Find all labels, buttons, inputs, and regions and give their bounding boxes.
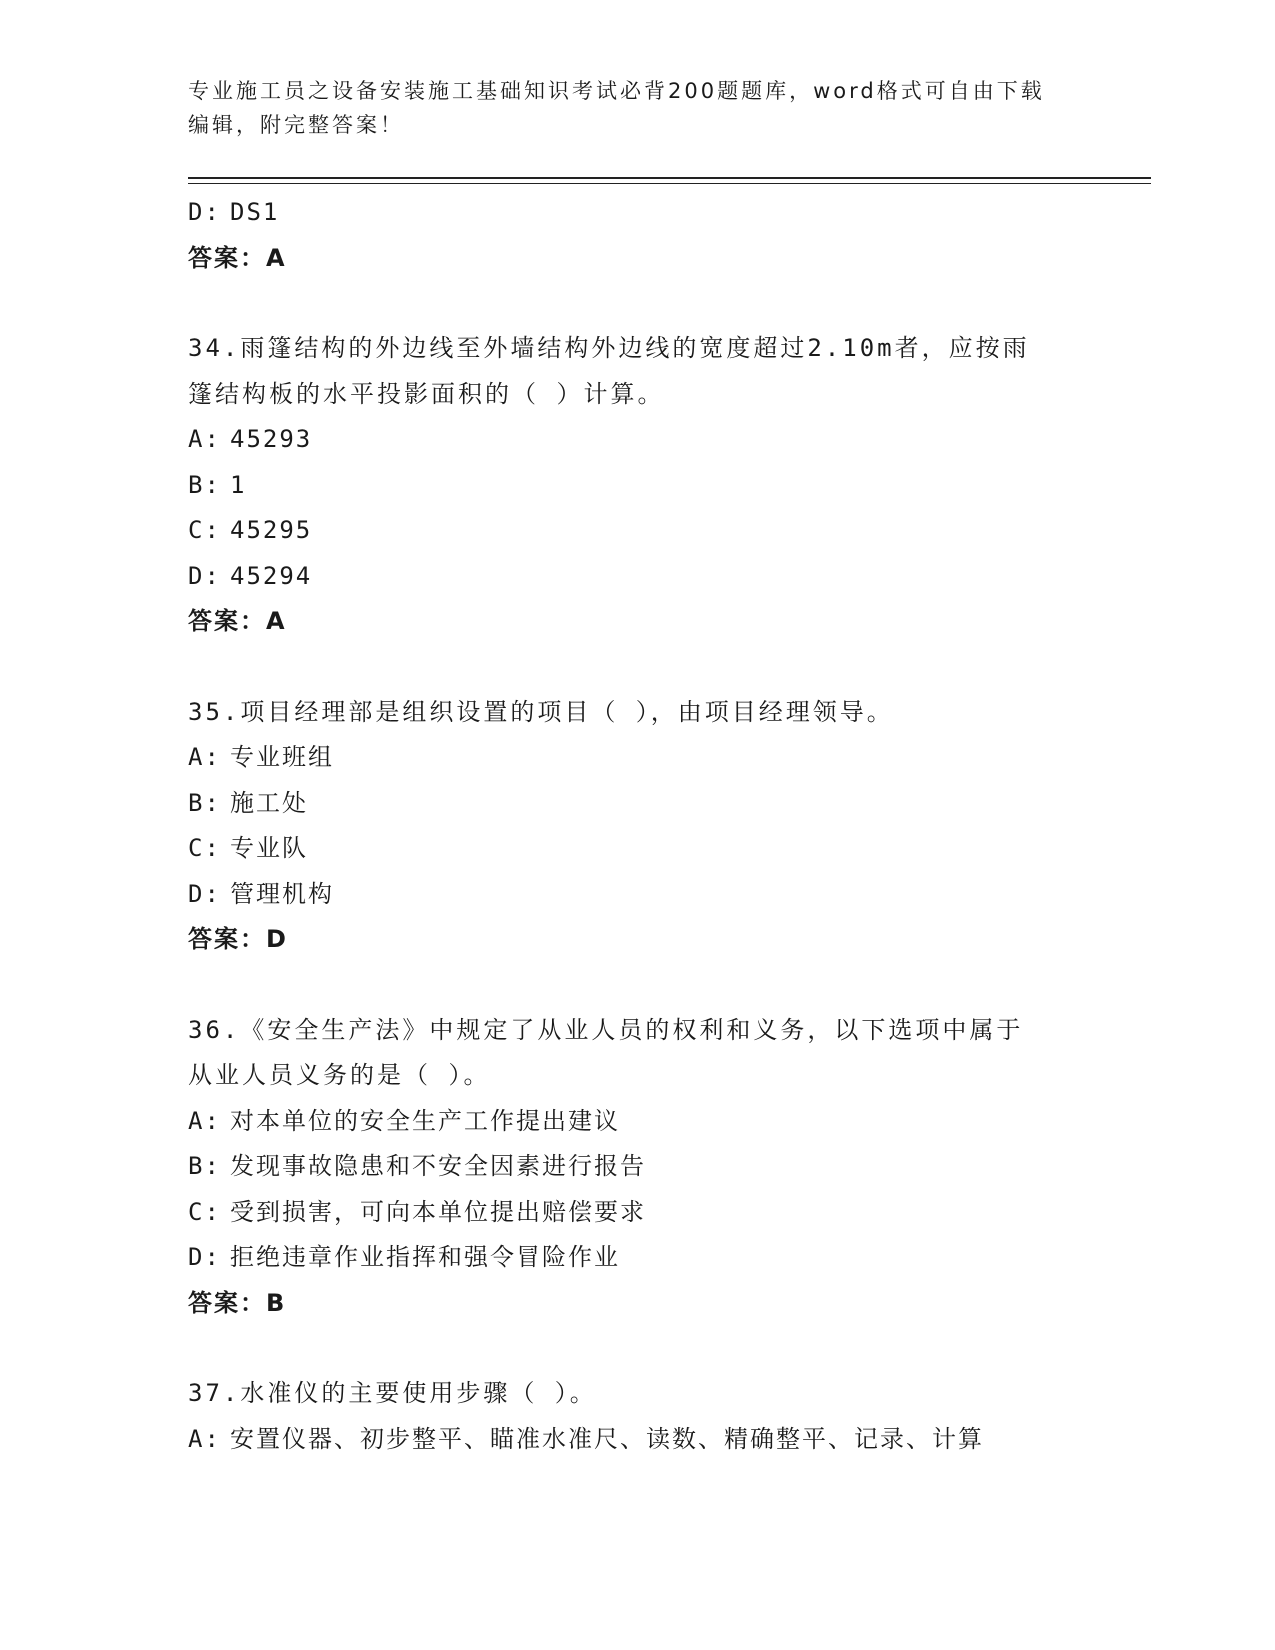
document-header: [188, 74, 1088, 142]
question-text-line-2: 从业人员义务的是（ ）。: [188, 1061, 491, 1089]
option-text: 管理机构: [230, 879, 334, 908]
option-text: 45293: [230, 425, 313, 453]
option-a: [188, 417, 1108, 463]
option-letter: D:: [188, 879, 221, 908]
question-35: [188, 690, 1108, 736]
option-letter: D:: [188, 561, 221, 590]
answer-line: 答案：A: [188, 607, 287, 635]
option-letter: D:: [188, 198, 221, 226]
option-letter: C:: [188, 834, 221, 862]
question-text-line-1: 35.项目经理部是组织设置的项目（ ），由项目经理领导。: [188, 697, 894, 726]
option-letter: B:: [188, 788, 221, 817]
option-c: [188, 1190, 1108, 1236]
option-letter: B:: [188, 1152, 221, 1180]
spacer: [188, 963, 1108, 1008]
option-letter: A:: [188, 1106, 221, 1135]
spacer: [188, 281, 1108, 326]
question-text-line-2: 篷结构板的水平投影面积的（ ）计算。: [188, 379, 665, 408]
option-a: [188, 1417, 1108, 1463]
option-letter: C:: [188, 1197, 221, 1226]
option-a: [188, 735, 1108, 781]
answer-line: 答案：D: [188, 925, 288, 953]
question-text-line-1: 36.《安全生产法》中规定了从业人员的权利和义务，以下选项中属于: [188, 1015, 1024, 1044]
option-text: 1: [230, 470, 247, 499]
option-letter: A:: [188, 425, 221, 453]
answer-line: 答案：A: [188, 243, 287, 272]
option-text: 拒绝违章作业指挥和强令冒险作业: [230, 1243, 620, 1271]
header-rule-thick: [188, 177, 1151, 179]
option-text: 专业班组: [230, 743, 334, 771]
option-text: 45295: [230, 516, 313, 544]
option-d: [188, 872, 1108, 918]
question-36: [188, 1008, 1108, 1099]
option-text: 施工处: [230, 788, 308, 817]
question-34: [188, 326, 1108, 417]
option-d: [188, 190, 1108, 236]
option-b: [188, 463, 1108, 509]
option-text: 专业队: [230, 834, 308, 862]
option-text: 受到损害，可向本单位提出赔偿要求: [230, 1197, 646, 1226]
option-letter: B:: [188, 470, 221, 499]
option-letter: D:: [188, 1243, 221, 1271]
option-b: [188, 1144, 1108, 1190]
option-text: 对本单位的安全生产工作提出建议: [230, 1106, 620, 1135]
option-c: [188, 826, 1108, 872]
answer-line: 答案：B: [188, 1288, 287, 1317]
document-body: [188, 190, 1108, 1462]
header-rule-thin: [188, 183, 1151, 184]
option-d: [188, 554, 1108, 600]
question-text-line-1: 34.雨篷结构的外边线至外墙结构外边线的宽度超过2.10m者，应按雨: [188, 334, 1030, 362]
spacer: [188, 645, 1108, 690]
option-text: DS1: [230, 198, 280, 226]
option-c: [188, 508, 1108, 554]
option-d: [188, 1235, 1108, 1281]
header-line-1: 专业施工员之设备安装施工基础知识考试必背200题题库，word格式可自由下载: [188, 79, 1045, 103]
option-letter: A:: [188, 743, 221, 771]
option-text: 安置仪器、初步整平、瞄准水准尺、读数、精确整平、记录、计算: [230, 1424, 984, 1453]
option-a: [188, 1099, 1108, 1145]
question-37: [188, 1371, 1108, 1417]
spacer: [188, 1326, 1108, 1371]
option-text: 45294: [230, 561, 313, 590]
header-line-2: 编辑，附完整答案！: [188, 113, 404, 137]
option-text: 发现事故隐患和不安全因素进行报告: [230, 1152, 646, 1180]
question-text-line-1: 37.水准仪的主要使用步骤（ ）。: [188, 1379, 597, 1407]
option-b: [188, 781, 1108, 827]
option-letter: A:: [188, 1424, 221, 1453]
option-letter: C:: [188, 516, 221, 544]
